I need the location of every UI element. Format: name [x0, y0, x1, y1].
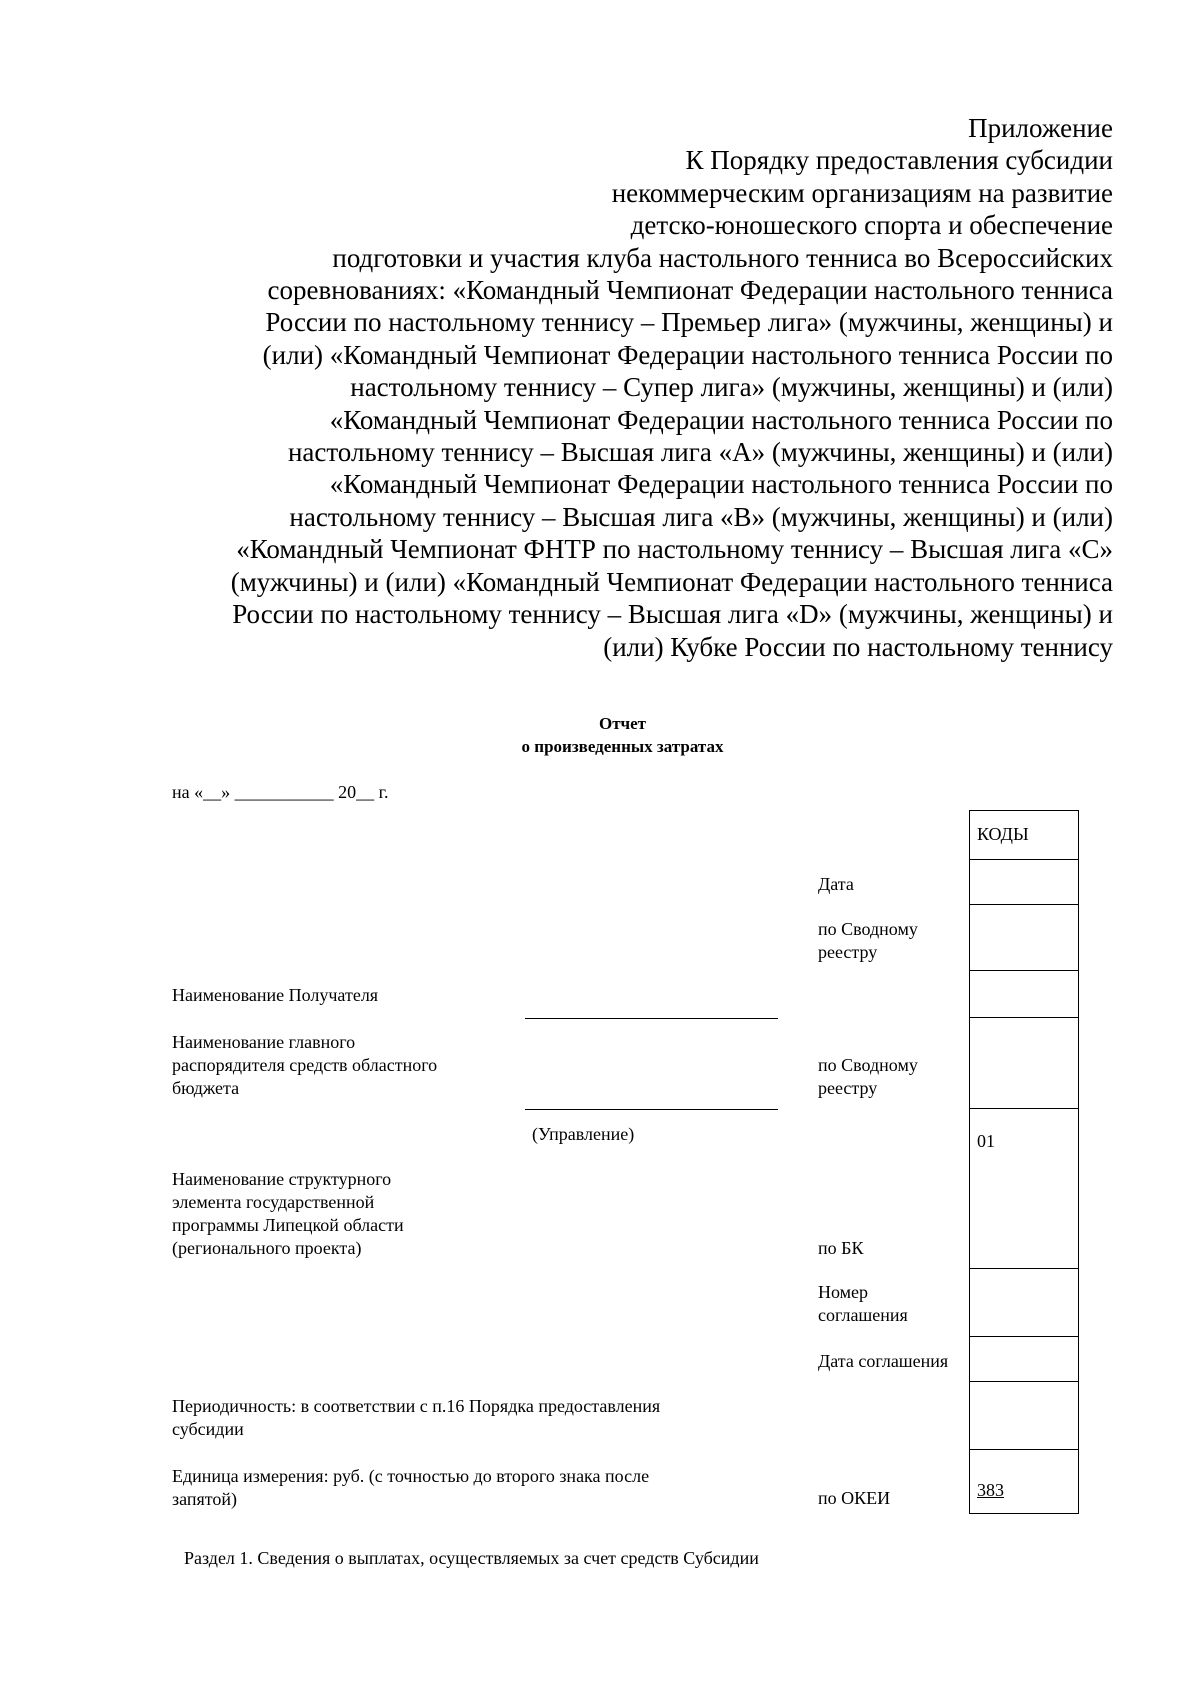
recipient-label: Наименование Получателя [172, 985, 379, 1005]
periodicity-line: субсидии [172, 1419, 244, 1439]
date-code-label: Дата [818, 874, 854, 894]
appendix-line: настольному теннису – Высшая лига «А» (мужчины, женщины) и (или) [287, 437, 1113, 468]
structural-element-line: программы Липецкой области [172, 1215, 404, 1235]
unit-label [172, 1465, 649, 1511]
appendix-line: Приложение [968, 113, 1113, 143]
okei-code-label: по ОКЕИ [818, 1488, 891, 1508]
code-cell-periodicity[interactable] [970, 1382, 1078, 1450]
structural-element-line: элемента государственной [172, 1192, 375, 1212]
appendix-line: «Командный Чемпионат ФНТР по настольному теннису – Высшая лига «С» [236, 534, 1113, 565]
registry-line: реестру [818, 942, 878, 962]
codes-header: КОДЫ [977, 824, 1029, 844]
code-cell-date[interactable] [970, 860, 1078, 905]
code-cell-agreement-number[interactable] [970, 1269, 1078, 1337]
main-manager-line: Наименование главного [172, 1032, 356, 1052]
registry-code-label [818, 918, 918, 964]
appendix-line: детско-юношеского спорта и обеспечение [630, 210, 1113, 241]
structural-element-label [172, 1168, 404, 1260]
periodicity-label [172, 1395, 660, 1441]
periodicity-line: Периодичность: в соответствии с п.16 Порядка предоставления [172, 1396, 661, 1416]
registry-line: по Сводному [818, 919, 918, 939]
codes-header-cell [970, 811, 1078, 860]
main-manager-line: распорядителя средств областного [172, 1055, 438, 1075]
unit-line: запятой) [172, 1489, 238, 1509]
appendix-line: (мужчины) и (или) «Командный Чемпионат Федерации настольного тенниса [230, 566, 1113, 597]
bk-code-label: по БК [818, 1238, 864, 1258]
appendix-header [153, 112, 1113, 663]
agreement-number-line: Номер [818, 1282, 869, 1302]
appendix-line: (или) Кубке России по настольному теннису [603, 631, 1113, 662]
appendix-line: подготовки и участия клуба настольного тенниса во Всероссийских [332, 242, 1113, 273]
main-manager-field-line[interactable] [525, 1109, 778, 1110]
code-cell-registry-2[interactable] [970, 1018, 1078, 1109]
registry-code-label-2 [818, 1054, 918, 1100]
appendix-line: России по настольному теннису – Премьер лига» (мужчины, женщины) и [265, 307, 1113, 338]
appendix-line: России по настольному теннису – Высшая лига «D» (мужчины, женщины) и [232, 599, 1113, 630]
report-title-main: Отчет [598, 714, 647, 733]
unit-line: Единица измерения: руб. (с точностью до второго знака после [172, 1466, 650, 1486]
code-cell-registry[interactable] [970, 905, 1078, 971]
section-title: Раздел 1. Сведения о выплатах, осуществляемых за счет средств Субсидии [184, 1548, 759, 1568]
registry-line: реестру [818, 1078, 878, 1098]
recipient-field-line[interactable] [525, 1018, 778, 1019]
appendix-line: (или) «Командный Чемпионат Федерации настольного тенниса России по [262, 339, 1113, 370]
registry-line: по Сводному [818, 1055, 918, 1075]
appendix-line: К Порядку предоставления субсидии [685, 145, 1113, 176]
main-manager-label [172, 1031, 437, 1100]
agreement-number-line: соглашения [818, 1305, 908, 1325]
appendix-line: настольному теннису – Высшая лига «В» (мужчины, женщины) и (или) [289, 501, 1113, 532]
code-cell-okei[interactable] [970, 1450, 1078, 1513]
code-cell-agreement-date[interactable] [970, 1337, 1078, 1382]
structural-element-line: (регионального проекта) [172, 1238, 362, 1258]
appendix-line: настольному теннису – Супер лига» (мужчины, женщины) и (или) [350, 372, 1113, 403]
appendix-line: «Командный Чемпионат Федерации настольного тенниса России по [329, 469, 1113, 500]
code-cell-recipient[interactable] [970, 971, 1078, 1018]
okei-value: 383 [977, 1480, 1004, 1500]
department-caption: (Управление) [532, 1124, 635, 1144]
code-cell-bk[interactable] [970, 1109, 1078, 1269]
appendix-line: соревнованиях: «Командный Чемпионат Федерации настольного тенниса [267, 275, 1113, 306]
appendix-line: «Командный Чемпионат Федерации настольного тенниса России по [329, 404, 1113, 435]
codes-table [969, 810, 1079, 1514]
agreement-number-label [818, 1281, 908, 1327]
structural-element-line: Наименование структурного [172, 1169, 392, 1189]
report-subtitle: о произведенных затратах [521, 737, 724, 756]
appendix-line: некоммерческим организациям на развитие [611, 177, 1113, 208]
report-title [0, 712, 1200, 758]
code-value-01: 01 [977, 1131, 995, 1151]
main-manager-line: бюджета [172, 1078, 240, 1098]
agreement-date-label: Дата соглашения [818, 1351, 949, 1371]
report-date-line: на «__» ___________ 20__ г. [172, 782, 389, 802]
